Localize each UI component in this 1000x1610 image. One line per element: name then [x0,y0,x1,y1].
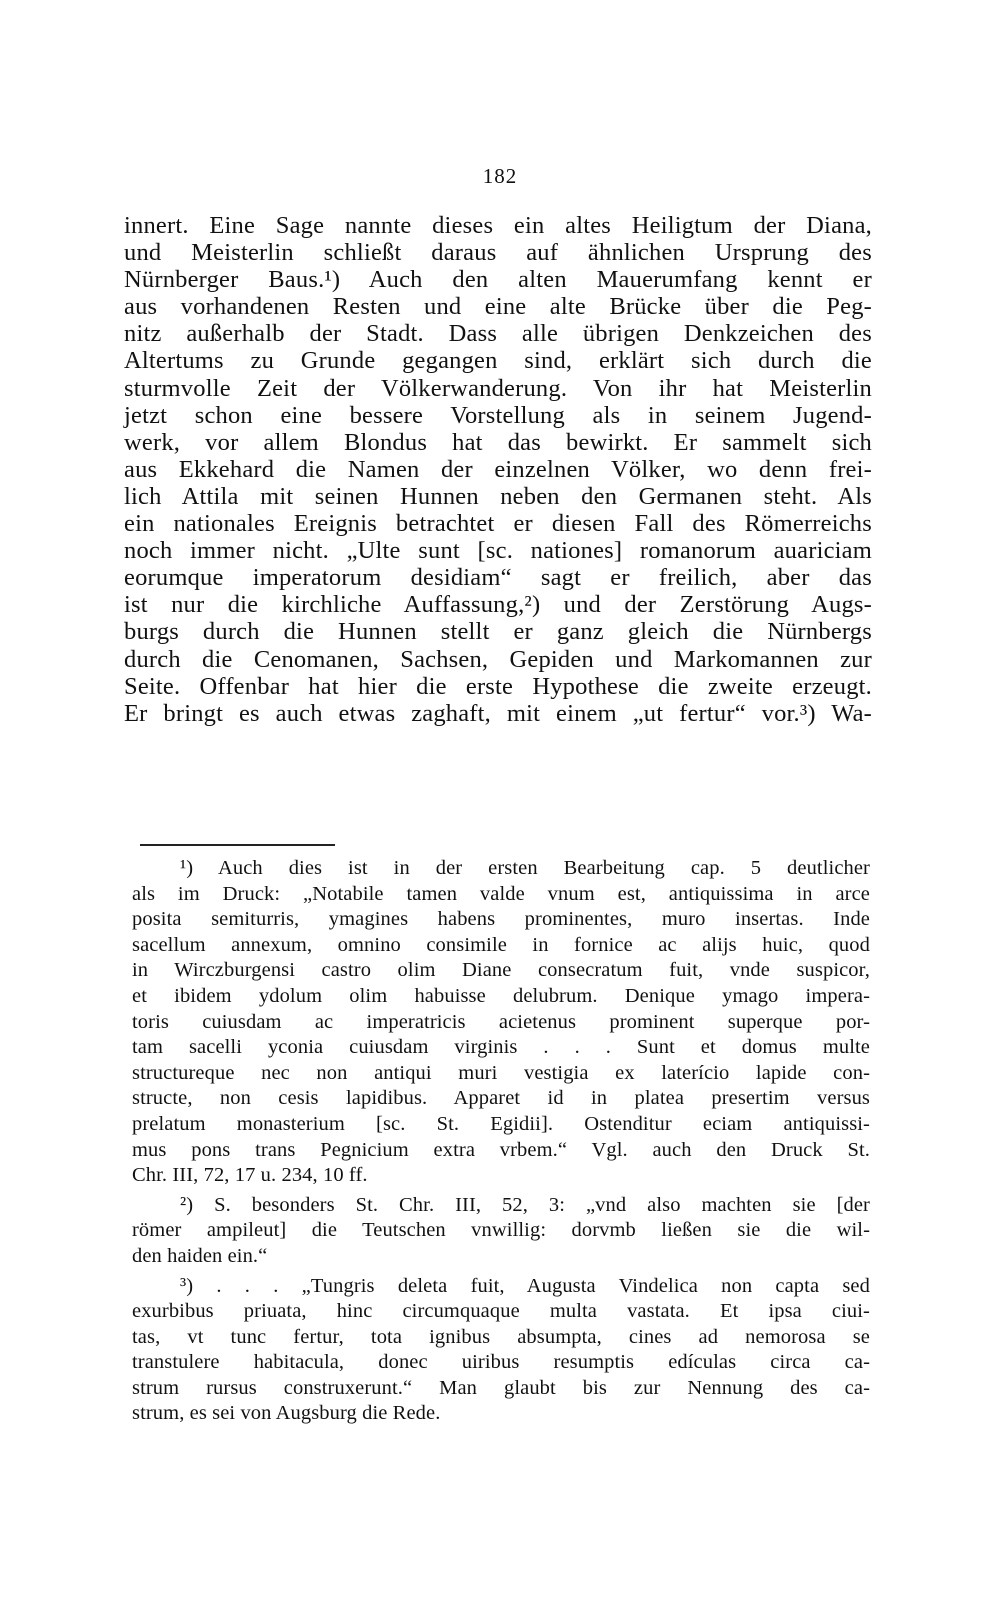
main-text-block [124,212,872,727]
main-text-line: Er bringt es auch etwas zaghaft, mit einem „ut fertur“ vor.³) Wa- [124,699,872,727]
main-text-line: nitz außerhalb der Stadt. Dass alle übrigen Denkzeichen des [124,320,872,348]
main-text-line: Altertums zu Grunde gegangen sind, erklärt sich durch die [124,347,872,375]
footnote-divider [140,844,335,846]
footnote-line: structureque nec non antiqui muri vestigia ex laterício lapide con- [132,1061,870,1084]
footnote-line: römer ampileut] die Teutschen vnwillig: dorvmb ließen sie die wil- [132,1219,870,1242]
main-text-line: aus Ekkehard die Namen der einzelnen Völker, wo denn frei- [124,455,872,483]
footnote-line: strum, es sei von Augsburg die Rede. [132,1402,441,1425]
page-number: 182 [482,164,518,188]
main-text-line: aus vorhandenen Resten und eine alte Brücke über die Peg- [124,293,872,321]
main-text-line: jetzt schon eine bessere Vorstellung als in seinem Jugend- [124,401,872,429]
footnote-3 [132,1274,870,1428]
main-text-line: innert. Eine Sage nannte dieses ein altes Heiligtum der Diana, [124,212,872,239]
main-text-line: sturmvolle Zeit der Völkerwanderung. Von ihr hat Meisterlin [124,374,872,402]
footnote-line: ¹) Auch dies ist in der ersten Bearbeitung cap. 5 deutlicher [180,857,870,879]
main-text-line: burgs durch die Hunnen stellt er ganz gleich die Nürnbergs [124,618,872,646]
main-text-line: eorumque imperatorum desidiam“ sagt er freilich, aber das [124,564,872,592]
main-text-line: Seite. Offenbar hat hier die erste Hypothese die zweite erzeugt. [124,672,872,700]
footnote-line: als im Druck: „Notabile tamen valde vnum est, antiquissima in arce [132,882,870,905]
main-text-line: Nürnberger Baus.¹) Auch den alten Mauerumfang kennt er [124,266,872,294]
main-text-line: und Meisterlin schließt daraus auf ähnlichen Ursprung des [124,239,872,267]
footnote-line: exurbibus priuata, hinc circumquaque multa vastata. Et ipsa ciui- [132,1300,870,1323]
footnote-line: in Wirczburgensi castro olim Diane consecratum fuit, vnde suspicor, [132,959,870,982]
footnote-line: strum rursus construxerunt.“ Man glaubt bis zur Nennung des ca- [132,1376,870,1399]
main-text-line: lich Attila mit seinen Hunnen neben den Germanen steht. Als [124,482,872,510]
main-text-line: ist nur die kirchliche Auffassung,²) und der Zerstörung Augs- [124,591,872,619]
footnote-line: ²) S. besonders St. Chr. III, 52, 3: „vnd also machten sie [der [180,1193,870,1216]
main-text-line: noch immer nicht. „Ulte sunt [sc. nationes] romanorum auariciam [124,537,872,565]
footnote-line: transtulere habitacula, donec uiribus resumptis edículas circa ca- [132,1351,870,1374]
footnote-line: tam sacelli yconia cuiusdam virginis . . . Sunt et domus multe [132,1036,870,1059]
footnotes-block [132,856,870,1427]
footnote-line: tas, vt tunc fertur, tota ignibus absumpta, cines ad nemorosa se [132,1325,870,1348]
footnote-line: toris cuiusdam ac imperatricis acietenus prominent superque por- [132,1010,870,1033]
footnote-line: sacellum annexum, omnino consimile in fornice ac alijs huic, quod [132,933,870,956]
footnote-line: structe, non cesis lapidibus. Apparet id in platea presertim versus [132,1087,870,1110]
main-text-line: durch die Cenomanen, Sachsen, Gepiden und Markomannen zur [124,645,872,673]
footnote-line: et ibidem ydolum olim habuisse delubrum. Denique ymago impera- [132,984,870,1007]
footnote-1 [132,856,870,1189]
footnote-line: den haiden ein.“ [132,1244,268,1267]
footnote-2 [132,1193,870,1270]
footnote-line: prelatum monasterium [sc. St. Egidii]. Ostenditur eciam antiquissi- [132,1112,870,1135]
main-text-line: ein nationales Ereignis betrachtet er diesen Fall des Römerreichs [124,510,872,538]
footnote-line: Chr. III, 72, 17 u. 234, 10 ff. [132,1164,368,1187]
footnote-line: mus pons trans Pegnicium extra vrbem.“ Vgl. auch den Druck St. [132,1138,870,1161]
footnote-line: posita semiturris, ymagines habens prominentes, muro insertas. Inde [132,908,870,931]
footnote-line: ³) . . . „Tungris deleta fuit, Augusta Vindelica non capta sed [180,1274,870,1297]
main-text-line: werk, vor allem Blondus hat das bewirkt. Er sammelt sich [124,428,872,456]
